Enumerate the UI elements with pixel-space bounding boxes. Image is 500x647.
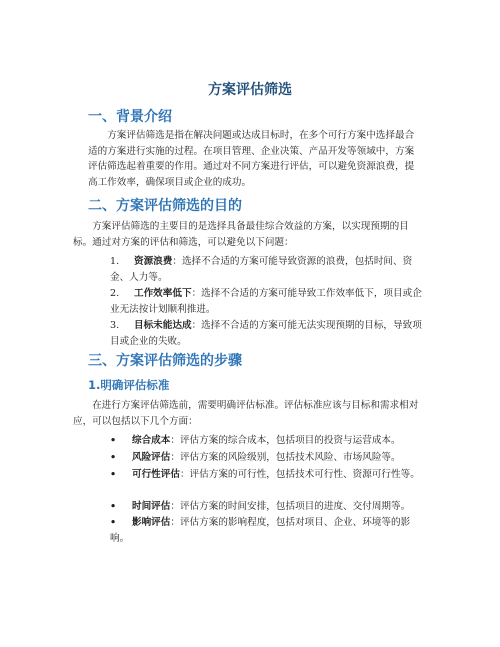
section-heading-background: 一、背景介绍 [88,109,172,125]
bullet-text: ：评估方案的风险级别，包括技术风险、市场风险等。 [170,452,401,463]
bullet-icon: • [110,469,117,480]
bullet-label: 综合成本 [132,435,171,446]
bullet-icon: • [110,501,117,512]
bullet-label: 风险评估 [132,452,171,463]
bullet-icon: • [110,435,117,446]
list-item-label: 工作效率低下 [134,288,192,299]
bullet-item [93,515,423,547]
list-item-label: 资源浪费 [134,256,173,267]
list-item [93,318,423,350]
list-item-label: 目标未能达成 [134,320,192,331]
subsection-heading-criteria: 1.明确评估标准 [88,378,170,392]
list-item-text: ：选择不合适的方案可能无法实现预期的目标，导致项目或企业的失败。 [110,320,422,347]
list-item-number: 2. [110,288,120,299]
bullet-label: 影响评估 [132,517,171,528]
bullet-icon: • [110,452,117,463]
section-heading-purpose: 二、方案评估筛选的目的 [88,198,242,214]
criteria-paragraph: 在进行方案评估筛选前，需要明确评估标准。评估标准应该与目标和需求相对应，可以包括以下几个方面： [73,400,419,427]
background-paragraph: 方案评估筛选是指在解决问题或达成目标时，在多个可行方案中选择最合适的方案进行实施的过程。在项目管理、企业决策、产品开发等领域中，方案评估筛选起着重要的作用。通过对不同方案进行评估，可以避免资源浪费，提高工作效率，确保项目或企业的成功。 [88,130,415,188]
page-title: 方案评估筛选 [208,82,292,98]
list-item [93,254,423,286]
list-item-text: ：选择不合适的方案可能导致工作效率低下，项目或企业无法按计划顺利推进。 [110,288,422,315]
bullet-text: ：评估方案的可行性，包括技术可行性、资源可行性等。 [179,469,420,480]
bullet-text: ：评估方案的时间安排，包括项目的进度、交付周期等。 [170,501,411,512]
bullet-label: 时间评估 [132,501,171,512]
list-item-number: 3. [110,320,120,331]
bullet-item [93,450,423,466]
bullet-item [93,433,423,449]
bullet-text: ：评估方案的影响程度，包括对项目、企业、环境等的影响。 [110,517,411,544]
bullet-icon: • [110,517,117,528]
bullet-label: 可行性评估 [132,469,180,480]
list-item-text: ：选择不合适的方案可能导致资源的浪费，包括时间、资金、人力等。 [110,256,413,283]
bullet-text: ：评估方案的综合成本，包括项目的投资与运营成本。 [170,435,401,446]
list-item [93,286,423,318]
list-item-number: 1. [110,256,120,267]
bullet-item [93,499,423,515]
section-heading-steps: 三、方案评估筛选的步骤 [88,353,242,369]
bullet-item [93,467,423,483]
purpose-paragraph: 方案评估筛选的主要目的是选择具备最佳综合效益的方案，以实现预期的目标。通过对方案的评估和筛选，可以避免以下问题： [73,221,409,248]
